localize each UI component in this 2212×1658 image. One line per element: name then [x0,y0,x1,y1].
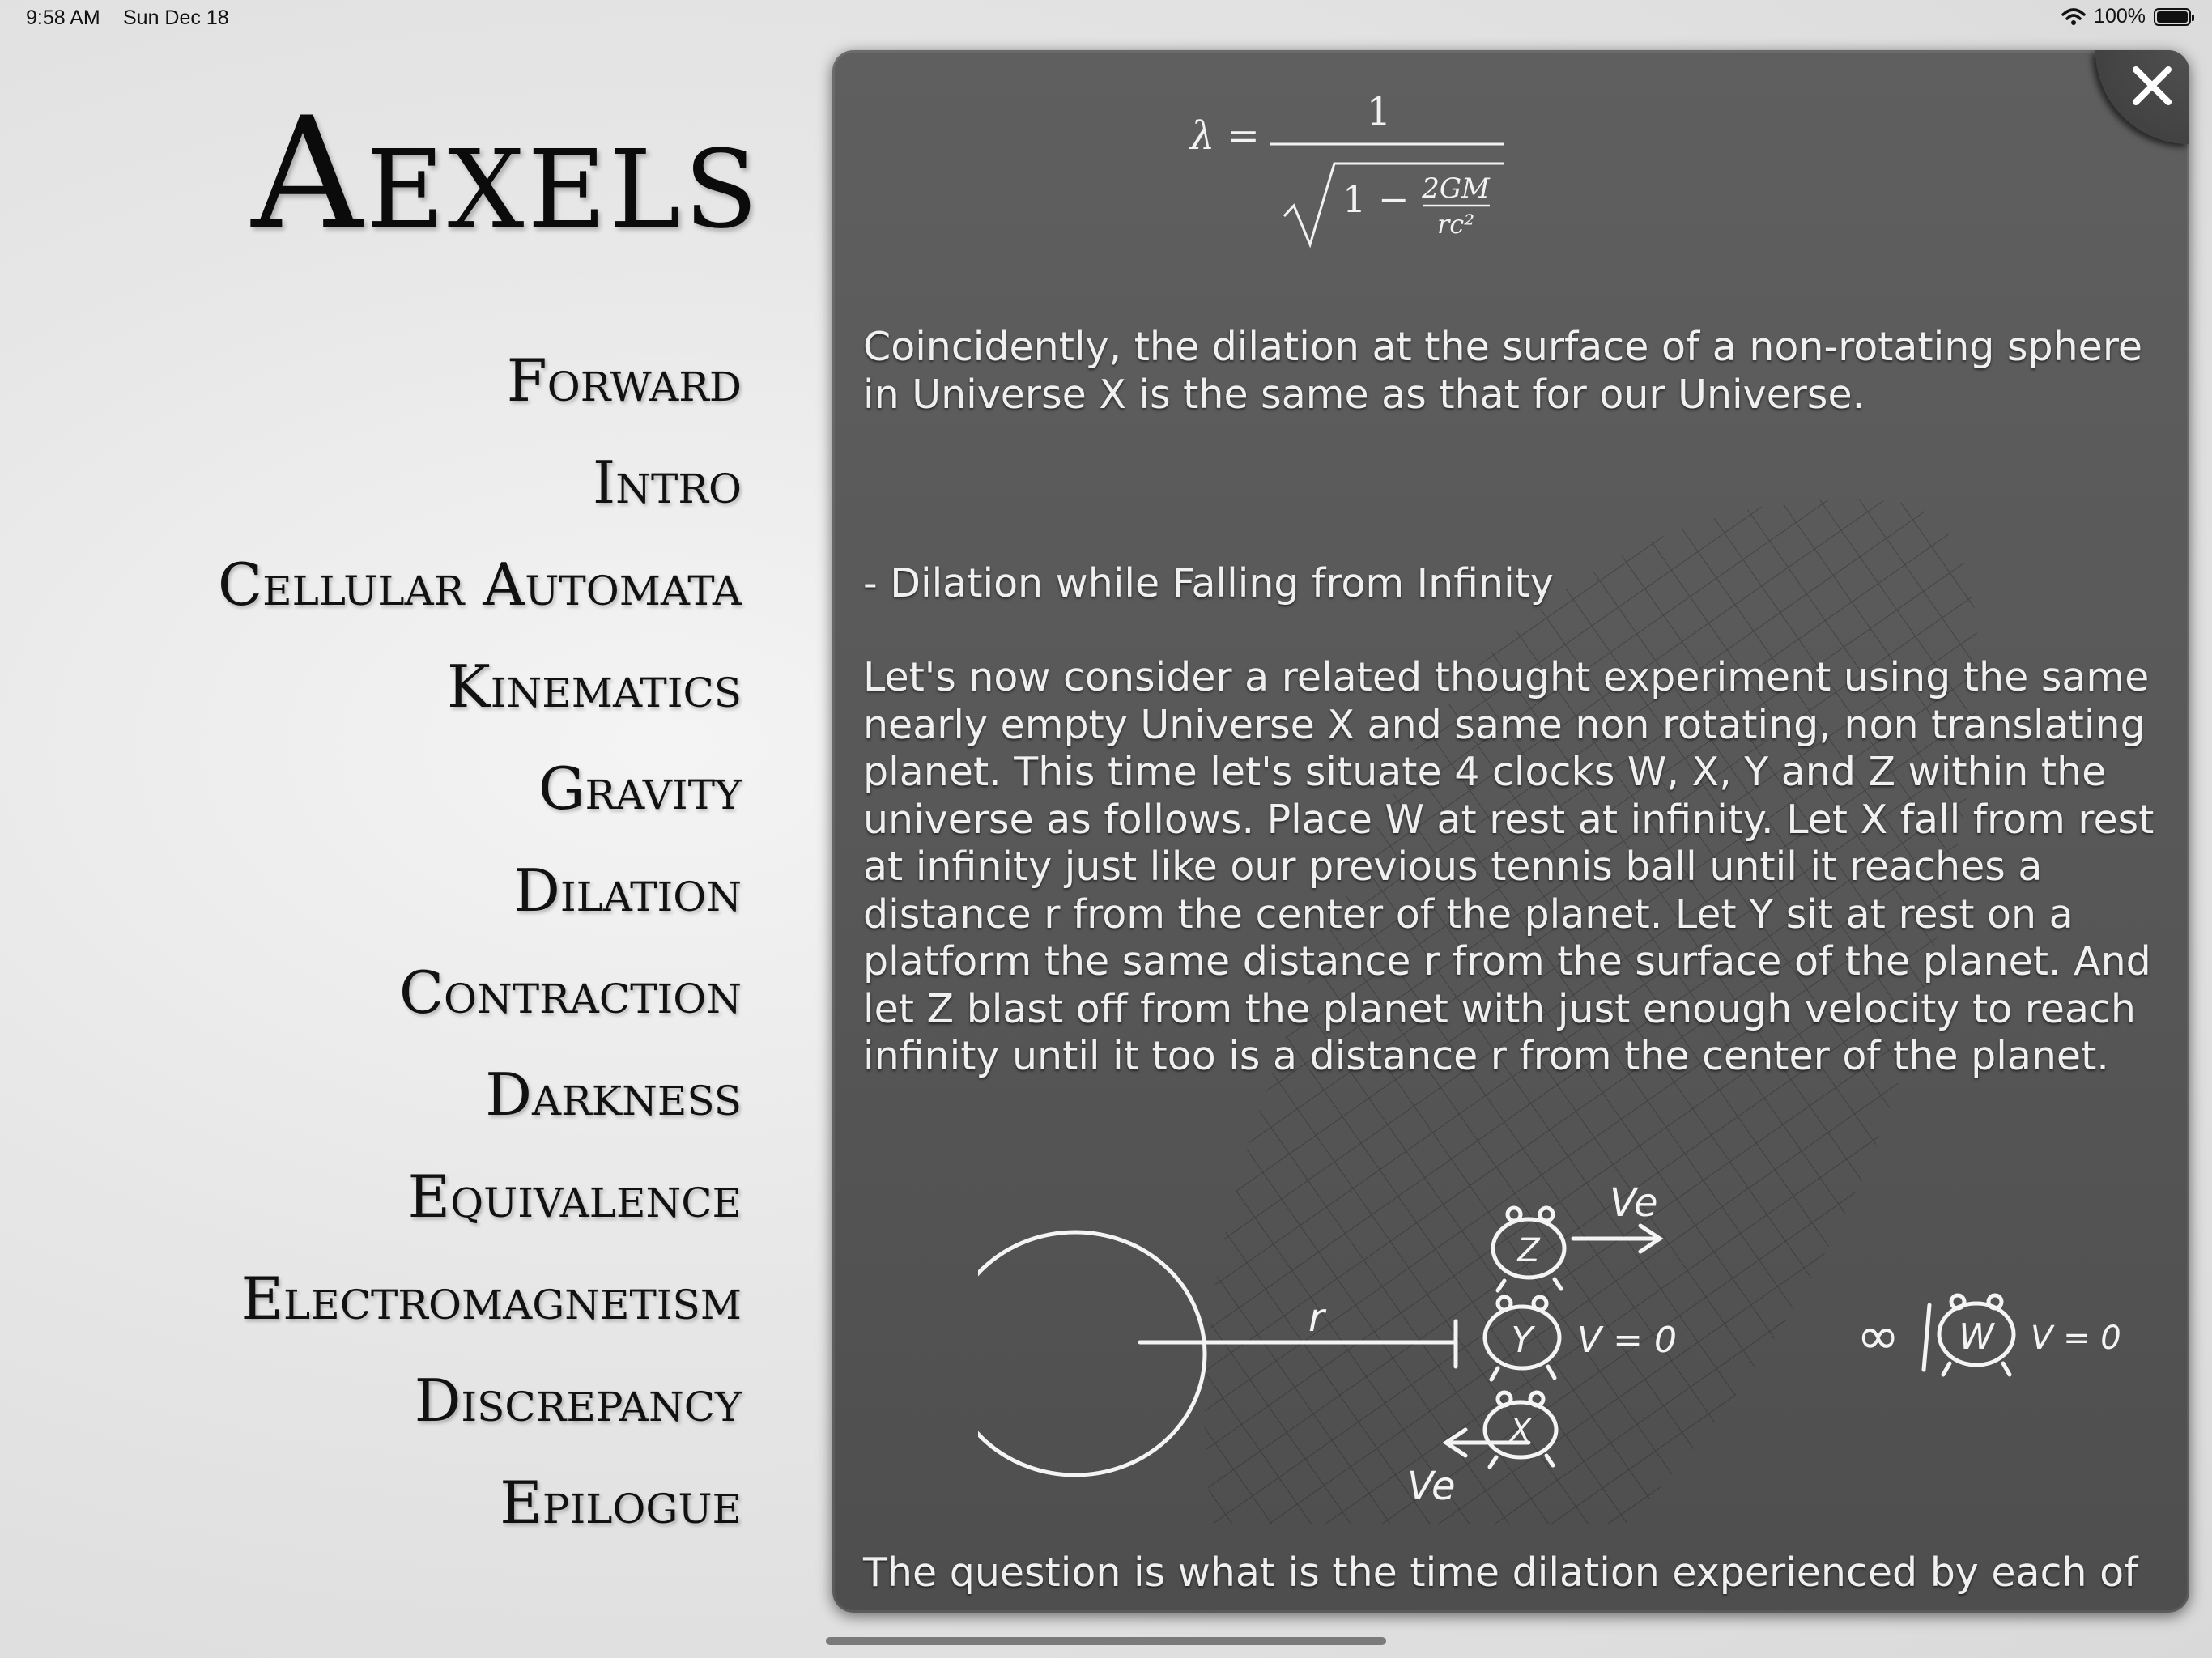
lorentz-formula [1180,66,1521,277]
wifi-icon [2061,8,2086,26]
menu-item-electromagnetism[interactable]: Electromagnetism [240,1265,742,1333]
formula-frac-den: rc² [1436,209,1475,240]
w-velocity-label: V = 0 [2031,1320,2121,1357]
formula-frac-num: 2GM [1422,172,1490,205]
status-bar [0,0,2212,39]
menu-item-equivalence[interactable]: Equivalence [407,1163,742,1231]
paragraph-3-text: The question is what is the time dilation experienced by each of [863,1550,2138,1596]
menu-item-contraction[interactable]: Contraction [398,959,742,1027]
clock-diagram [978,1119,2160,1540]
planet-circle [978,1232,1205,1475]
section-heading [863,560,2157,608]
infinity-label: ∞ [1857,1307,1900,1367]
clock-w-label: W [1959,1316,1994,1358]
menu-item-gravity[interactable]: Gravity [538,755,742,823]
clock-y-label: Y [1511,1320,1534,1361]
paragraph-1 [863,324,2157,419]
section-heading-text: - Dilation while Falling from Infinity [863,560,1554,606]
formula-numerator: 1 [1366,89,1392,134]
menu-item-epilogue[interactable]: Epilogue [500,1469,742,1537]
ve-label-top: Ve [1610,1180,1658,1226]
battery-percent: 100% [2094,5,2146,28]
home-indicator[interactable] [826,1637,1386,1645]
clock-z-label: Z [1517,1232,1540,1269]
menu-item-discrepancy[interactable]: Discrepancy [414,1367,742,1435]
paragraph-1-text: Coincidently, the dilation at the surface of a non-rotating sphere in Universe X is the same as that for our Universe. [863,324,2143,418]
paragraph-2 [863,654,2157,1081]
clock-x-label: X [1509,1413,1532,1448]
menu-item-forward[interactable]: Forward [506,346,742,414]
formula-sqrt-one: 1 − [1342,177,1410,221]
paragraph-3 [863,1550,2157,1597]
status-date: Sun Dec 18 [123,6,229,29]
battery-icon [2154,8,2191,26]
status-right [2061,5,2191,28]
paragraph-2-text: Let's now consider a related thought experiment using the same nearly empty Universe X and same non rotating, non translating planet. This time let's situate 4 clocks W, X, Y and Z within the universe as follows. Place W at rest at infinity. Let X fall from rest at infinity just like our previous tennis ball until it reaches a distance r from the center of the planet. Let Y sit at rest on a platform the same distance r from the surface of the planet. And let Z blast off from the planet with just enough velocity to reach infinity until it too is a distance r from the center of the planet. [863,654,2155,1079]
status-time: 9:58 AM [26,6,100,29]
radius-label: r [1308,1295,1325,1341]
menu-item-kinematics[interactable]: Kinematics [447,653,742,721]
content-panel[interactable] [832,50,2189,1613]
app-logo: Aexels [251,84,761,263]
menu-item-intro[interactable]: Intro [592,449,742,517]
close-icon [2129,63,2175,108]
y-velocity-label: V = 0 [1577,1320,1677,1361]
menu-item-cellular-automata[interactable]: Cellular Automata [217,551,742,619]
ve-label-bottom: Ve [1407,1464,1456,1509]
formula-lhs: λ = [1190,113,1260,159]
menu-item-darkness[interactable]: Darkness [485,1061,742,1129]
menu-item-dilation[interactable]: Dilation [513,857,742,925]
chapter-menu [218,344,742,1568]
